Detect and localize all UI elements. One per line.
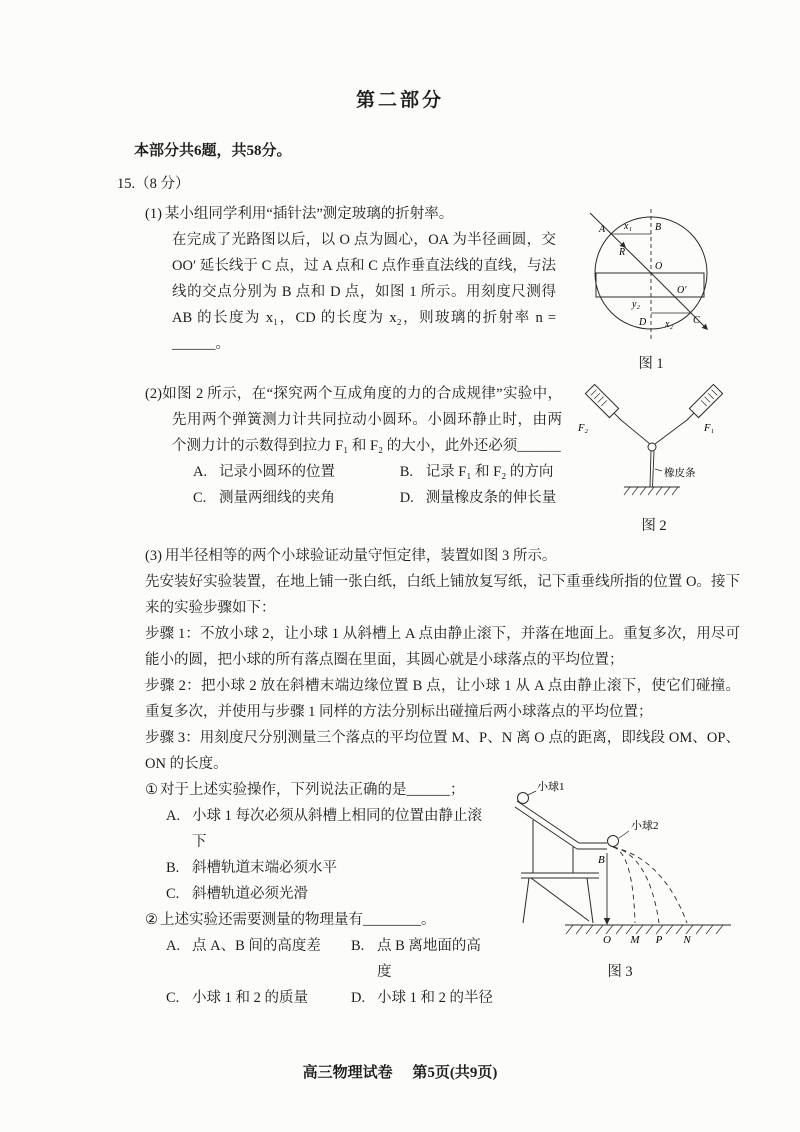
trajectory-p	[613, 847, 659, 923]
part2-option-c: C. 测量两细线的夹角	[193, 490, 335, 506]
sub2-option-d: D. 小球 1 和 2 的半径	[350, 990, 493, 1006]
label-O-prime: O′	[677, 285, 687, 296]
sub2-option-c: C. 小球 1 和 2 的质量	[166, 990, 308, 1006]
sub1-label: ①	[145, 782, 158, 798]
label-B: B	[597, 854, 605, 866]
spring-scale-right	[682, 384, 722, 424]
part2-option-d: D. 测量橡皮条的伸长量	[399, 490, 557, 506]
ball-1	[517, 793, 528, 804]
question-15-part-1	[145, 201, 740, 377]
incident-ray	[590, 213, 651, 273]
figure-1-svg	[566, 201, 736, 347]
rubber-label-leader	[655, 469, 662, 471]
label-D: D	[639, 317, 647, 328]
small-ring	[648, 443, 656, 451]
ball1-leader	[528, 791, 536, 795]
figure-3-caption: 图 3	[607, 964, 633, 980]
label-ball2: 小球2	[630, 820, 658, 832]
part-2-options	[172, 459, 562, 511]
label-M: M	[629, 934, 640, 946]
sub2-body: 上述实验还需要测量的物理量有________。	[160, 912, 436, 928]
glass-slab	[596, 273, 704, 297]
label-x1: x₁	[624, 221, 632, 232]
sub1-option-a: A. 小球 1 每次必须从斜槽上相同的位置由静止滚下	[166, 808, 482, 850]
part-3-step-3: 步骤 3：用刻度尺分别测量三个落点的平均位置 M、P、N 离 O 点的距离，即线段 OM、OP、ON 的长度。	[145, 730, 740, 772]
sub1-option-b: B. 斜槽轨道末端必须水平	[166, 860, 337, 876]
part-3-step-2: 步骤 2：把小球 2 放在斜槽末端边缘位置 B 点，让小球 1 从 A 点由静止滚下，使它们碰撞。重复多次，并使用与步骤 1 同样的方法分别标出碰撞后两小球落点的平均位置；	[145, 678, 740, 720]
figure-1-caption: 图 1	[638, 356, 664, 372]
footer-page-number: 第5页(共9页)	[412, 1065, 498, 1081]
figure-3	[494, 777, 740, 985]
label-B: B	[655, 222, 662, 233]
sub2-option-b: B. 点 B 离地面的高度	[350, 938, 481, 980]
label-ball1: 小球1	[536, 781, 564, 793]
surface-hatch	[624, 487, 678, 495]
section-title: 第二部分	[355, 90, 444, 111]
label-rubber-band: 橡皮条	[663, 468, 695, 479]
part-3-intro: 用半径相等的两个小球验证动量守恒定律，装置如图 3 所示。	[164, 548, 557, 564]
part-2-label: (2)	[145, 386, 162, 402]
question-number: 15.（8 分）	[117, 176, 190, 192]
page-footer	[0, 1060, 800, 1086]
label-y2: y₂	[632, 299, 640, 310]
label-C: C	[693, 315, 700, 326]
sub1-body: 对于上述实验操作，下列说法正确的是______；	[160, 782, 465, 798]
sub2-options	[145, 933, 494, 1011]
part-1-body: 在完成了光路图以后，以 O 点为圆心，OA 为半径画圆，交 OO′ 延长线于 C 点，过 A 点和 C 点作垂直法线的直线，与法线的交点分别为 B 点和 D 点，如图 1 所示。用刻度尺测得 AB 的长度为 x₁，CD 的长度为 x₂，则玻璃的折射率 n = ______。	[172, 232, 556, 352]
rubber-band-2	[652, 451, 654, 487]
label-F2: F₂	[577, 423, 588, 434]
figure-1	[556, 201, 740, 377]
figure-2-caption: 图 2	[641, 518, 667, 534]
plumb-arrow	[603, 918, 609, 925]
part-2-text	[145, 381, 562, 511]
ramp-bottom-rail	[515, 807, 577, 849]
part-3-setup: 先安装好实验装置，在地上铺一张白纸，白纸上铺放复写纸，记下重垂线所指的位置 O。接下来的实验步骤如下：	[145, 574, 740, 616]
section-note: 本部分共6题，共58分。	[134, 143, 292, 159]
label-P: P	[655, 934, 662, 946]
part-1-text	[145, 201, 556, 357]
ball2-leader	[619, 831, 629, 838]
label-N: N	[682, 934, 691, 946]
question-15-part-2	[145, 381, 740, 539]
sub1-option-c: C. 斜槽轨道必须光滑	[166, 886, 308, 902]
trajectory-m	[613, 847, 635, 923]
stand	[521, 820, 599, 923]
part-3-subquestions	[145, 777, 494, 1011]
label-F1: F₁	[703, 423, 714, 434]
ball-2	[607, 836, 618, 847]
sub1-options	[145, 803, 494, 907]
part-1-intro: 某小组同学利用“插针法”测定玻璃的折射率。	[164, 206, 454, 222]
footer-title: 高三物理试卷	[302, 1065, 393, 1081]
label-O: O	[655, 261, 663, 272]
label-A: A	[599, 224, 606, 235]
ramp-top-rail	[517, 801, 579, 843]
label-R: R	[619, 247, 626, 258]
part2-option-b: B. 记录 F₁ 和 F₂ 的方向	[399, 464, 554, 480]
sub2-label: ②	[145, 912, 158, 928]
figure-2	[562, 381, 740, 539]
part-1-label: (1)	[145, 206, 162, 222]
part2-option-a: A. 记录小圆环的位置	[193, 464, 335, 480]
part-3-step-1: 步骤 1：不放小球 2，让小球 1 从斜槽上 A 点由静止滚下，并落在地面上。重复多次，用尽可能小的圆，把小球的所有落点圈在里面，其圆心就是小球落点的平均位置；	[145, 626, 740, 668]
sub2-option-a: A. 点 A、B 间的高度差	[166, 938, 321, 954]
figure-2-svg	[572, 381, 737, 509]
string-left	[621, 420, 650, 444]
string-right	[655, 420, 687, 444]
part-2-body: 如图 2 所示，在“探究两个互成角度的力的合成规律”实验中，先用两个弹簧测力计共同拉动小圆环。小圆环静止时，由两个测力计的示数得到拉力 F₁ 和 F₂ 的大小，此外还必须______	[161, 386, 562, 454]
part-3-label: (3)	[145, 548, 162, 564]
label-x2: x₂	[665, 319, 673, 330]
question-15-part-3	[145, 543, 740, 1011]
figure-3-svg	[503, 777, 738, 955]
label-O: O	[602, 934, 611, 946]
spring-scale-left	[585, 384, 625, 424]
ground-hatch	[566, 925, 723, 934]
rubber-band	[650, 451, 651, 487]
